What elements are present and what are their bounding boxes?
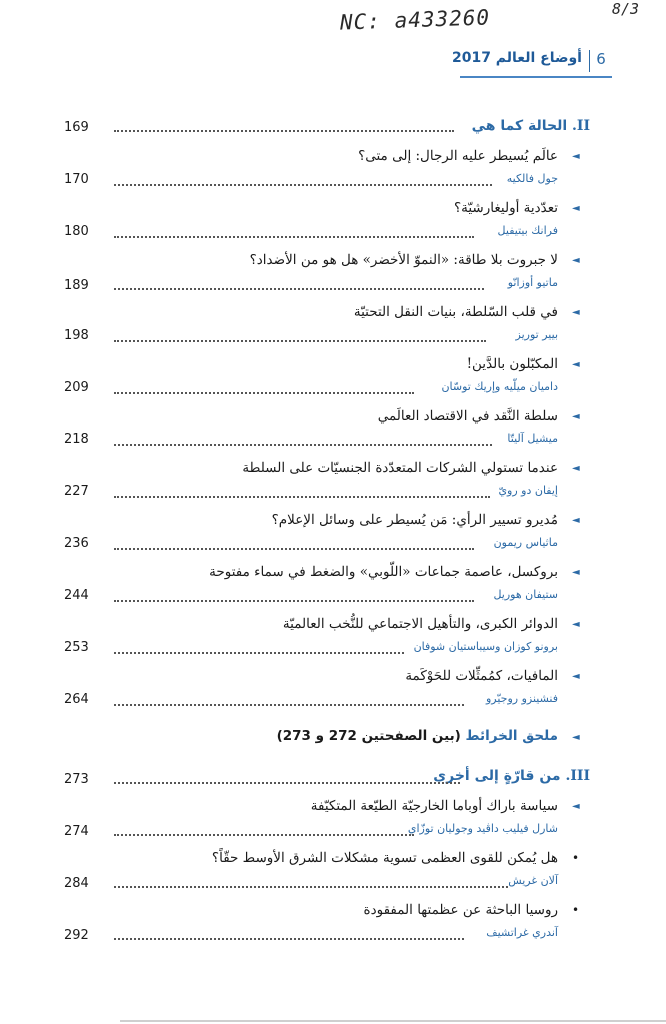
triangle-bullet-icon: ◄ xyxy=(572,307,580,318)
triangle-bullet-icon: ◄ xyxy=(572,411,580,422)
entry-title: عندما تستولي الشركات المتعدّدة الجنسيّات على السلطة xyxy=(242,460,558,476)
entry-author: إيفان دو رويّ xyxy=(498,484,558,497)
page-ref: 284 xyxy=(64,876,89,891)
entry-title: سلطة النَّقد في الاقتصاد العالَمي xyxy=(377,408,558,424)
dot-leader xyxy=(114,782,460,784)
page-ref: 198 xyxy=(64,328,89,343)
triangle-bullet-icon: ◄ xyxy=(572,619,580,630)
entry-title: تعدّدية أوليغارشيّة؟ xyxy=(453,200,558,216)
entry-title: مُديرو تسيير الرأي: مَن يُسيطر على وسائل الإعلام؟ xyxy=(271,512,558,528)
section-numeral: III. xyxy=(565,768,590,784)
entry-author: ماتيو أوزانّو xyxy=(507,276,558,289)
dot-leader xyxy=(114,938,464,940)
triangle-bullet-icon: ◄ xyxy=(572,151,580,162)
entry-author: ميشيل آليتّا xyxy=(507,432,558,445)
page-ref: 189 xyxy=(64,278,89,293)
dot-leader xyxy=(114,548,474,550)
entry-author: فرانك بيتيفيل xyxy=(497,224,558,237)
entry-author: داميان ميلّيه وإريك توسّان xyxy=(441,380,558,393)
page-ref: 274 xyxy=(64,824,89,839)
triangle-bullet-icon: ◄ xyxy=(572,203,580,214)
dot-leader xyxy=(114,392,414,394)
entry-author: ستيفان هوريل xyxy=(493,588,558,601)
entry-author: بيير توريز xyxy=(515,328,558,341)
dot-leader xyxy=(114,886,508,888)
entry-author: ماثياس ريمون xyxy=(493,536,558,549)
entry-author: برونو كوزان وسيباستيان شوفان xyxy=(413,640,558,653)
triangle-bullet-icon: ◄ xyxy=(572,359,580,370)
triangle-bullet-icon: ◄ xyxy=(572,801,580,812)
page-ref: 236 xyxy=(64,536,89,551)
section-numeral: II. xyxy=(572,118,590,134)
section-title: من قارّةٍ إلى أخرى xyxy=(433,768,561,784)
bullet-dot-icon: • xyxy=(572,851,580,865)
dot-leader xyxy=(114,444,492,446)
folio-annotation: 8/3 xyxy=(612,0,640,18)
dot-leader xyxy=(114,130,454,132)
page-ref: 227 xyxy=(64,484,89,499)
triangle-bullet-icon: ◄ xyxy=(572,255,580,266)
dot-leader xyxy=(114,340,486,342)
entry-title: المكبّلون بالدَّين! xyxy=(466,356,558,372)
bullet-dot-icon: • xyxy=(572,903,580,917)
section-title: الحالة كما هي xyxy=(471,118,568,134)
triangle-bullet-icon: ◄ xyxy=(572,515,580,526)
entry-title: روسيا الباحثة عن عظمتها المفقودة xyxy=(363,902,558,918)
entry-title: هل يُمكن للقوى العظمى تسوية مشكلات الشرق الأوسط حقّاً؟ xyxy=(211,850,558,866)
page-ref: 218 xyxy=(64,432,89,447)
entry-author: آندري غراتشيف xyxy=(486,926,558,939)
entry-author: فنشينزو روجيّرو xyxy=(485,692,558,705)
dot-leader xyxy=(114,496,490,498)
entry-title: في قلب السّلطة، بنيات النقل التحتيّة xyxy=(353,304,558,320)
page-ref: 170 xyxy=(64,172,89,187)
dot-leader xyxy=(114,652,404,654)
maps-note: (بين الصفحتين 272 و 273) xyxy=(276,728,461,744)
entry-title: عالَم يُسيطر عليه الرجال: إلى متى؟ xyxy=(358,148,558,164)
page-ref: 180 xyxy=(64,224,89,239)
header-title: أوضاع العالم 2017 xyxy=(451,50,582,66)
handwritten-annotation: NC: a433260 xyxy=(339,5,491,35)
page-ref: 292 xyxy=(64,928,89,943)
dot-leader xyxy=(114,184,492,186)
entry-title: سياسة باراك أوباما الخارجيّة الطيّعة المتكيّفة xyxy=(310,798,558,814)
entry-title: الدوائر الكبرى، والتأهيل الاجتماعي للنُّخب العالميّة xyxy=(282,616,558,632)
dot-leader xyxy=(114,834,414,836)
dot-leader xyxy=(114,288,484,290)
page-ref: 244 xyxy=(64,588,89,603)
entry-title: المافيات، كمُمثِّلات للحَوْكَمة xyxy=(405,668,558,684)
triangle-bullet-icon: ◄ xyxy=(572,567,580,578)
header-rule xyxy=(460,76,612,78)
triangle-bullet-icon: ◄ xyxy=(572,671,580,682)
dot-leader xyxy=(114,704,464,706)
page-ref: 169 xyxy=(64,120,89,135)
entry-title: بروكسل، عاصمة جماعات «اللّوبي» والضغط في سماء مفتوحة xyxy=(209,564,558,580)
triangle-bullet-icon: ◄ xyxy=(572,463,580,474)
dot-leader xyxy=(114,236,474,238)
triangle-bullet-icon: ◄ xyxy=(572,732,580,743)
dot-leader xyxy=(114,600,474,602)
entry-author: آلان غريش xyxy=(508,874,558,887)
header-page-number: 6 xyxy=(589,50,612,72)
page-ref: 273 xyxy=(64,772,89,787)
entry-author: شارل فيليب داڤيد وجوليان توزّاي xyxy=(407,822,558,835)
bottom-edge-rule xyxy=(120,1020,666,1022)
running-header xyxy=(452,48,612,74)
page-ref: 264 xyxy=(64,692,89,707)
maps-label: ملحق الخرائط xyxy=(465,728,558,744)
entry-title: لا جبروت بلا طاقة: «النموّ الأخضر» هل هو من الأضداد؟ xyxy=(249,252,558,268)
entry-author: جول فالكيه xyxy=(506,172,558,185)
page-ref: 253 xyxy=(64,640,89,655)
page-ref: 209 xyxy=(64,380,89,395)
